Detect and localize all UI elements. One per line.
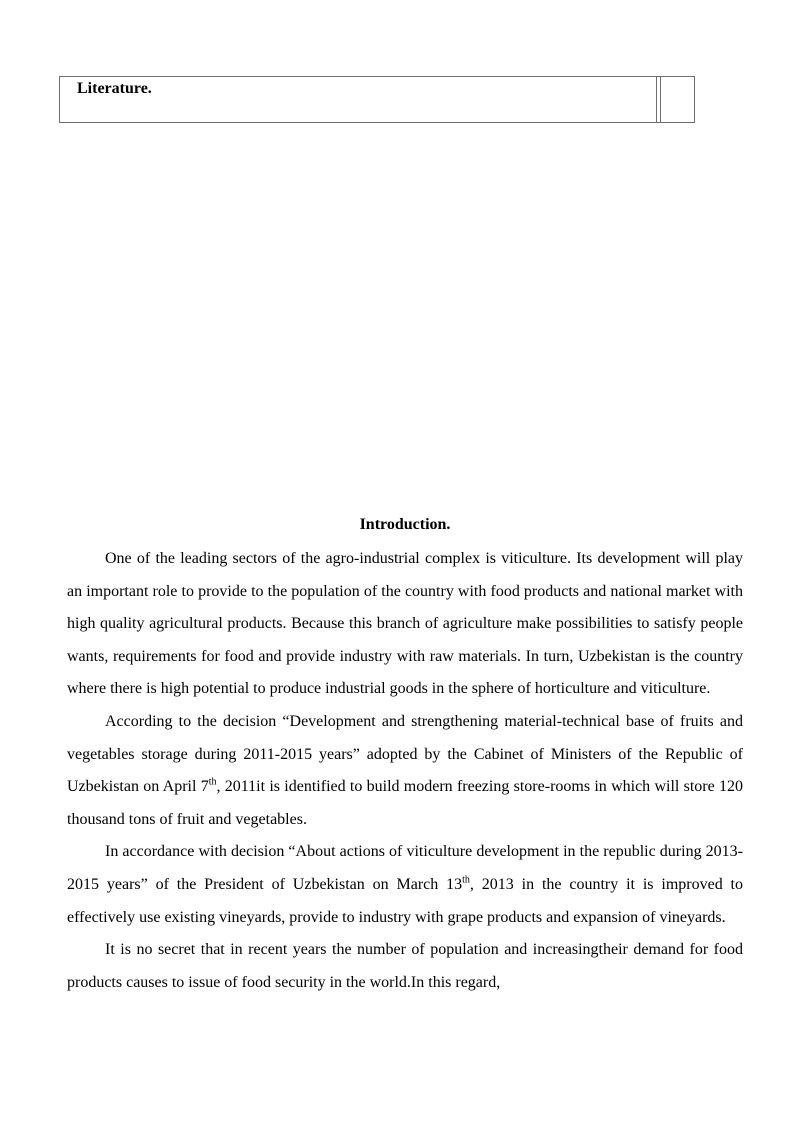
paragraph-3-text-a: In accordance with decision “About actions of viticulture development in the republic during 2013-2015 years” of the President of Uzbekistan on March 13 xyxy=(67,843,743,893)
paragraph-4: It is no secret that in recent years the number of population and increasingtheir demand for food products causes to issue of food security in the world.In this regard, xyxy=(67,941,743,991)
paragraph-2-text-a: According to the decision “Development and strengthening material-technical base of fruits and vegetables storage during 2011-2015 years” adopted by the Cabinet of Ministers of the Republic of Uzbekistan on April 7 xyxy=(67,712,743,796)
literature-table xyxy=(59,76,695,123)
table-cell-divider xyxy=(660,77,661,122)
introduction-body xyxy=(67,543,743,999)
paragraph-2-text-b: , 2011it is identified to build modern freezing store-rooms in which will store 120 thousand tons of fruit and vegetables. xyxy=(67,778,743,828)
paragraph-3 xyxy=(67,836,743,934)
literature-table-cell xyxy=(60,77,657,122)
paragraph-2 xyxy=(67,706,743,836)
paragraph-1: One of the leading sectors of the agro-industrial complex is viticulture. Its development will play an important role to provide to the population of the country with food products and national market with high quality agricultural products. Because this branch of agriculture make possibilities to satisfy people wants, requirements for food and provide industry with raw materials. In turn, Uzbekistan is the country where there is high potential to produce industrial goods in the sphere of horticulture and viticulture. xyxy=(67,550,743,698)
literature-heading: Literature. xyxy=(77,80,152,97)
paragraph-2-superscript: th xyxy=(208,776,217,788)
paragraph-3-text-b: , 2013 in the country it is improved to effectively use existing vineyards, provide to industry with grape products and expansion of vineyards. xyxy=(67,875,744,926)
introduction-title: Introduction. xyxy=(359,516,451,533)
paragraph-3-superscript: th xyxy=(462,874,470,886)
